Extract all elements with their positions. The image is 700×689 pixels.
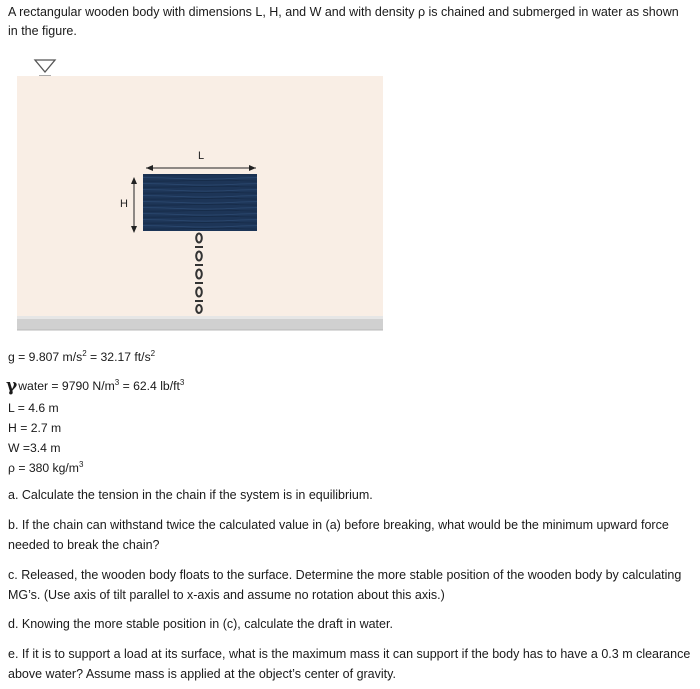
wooden-block [143,174,257,231]
given-width: W =3.4 m [8,441,61,455]
question-b: b. If the chain can withstand twice the calculated value in (a) before breaking, what would be the minimum upward force needed to break the chain? [8,518,669,552]
given-gravity: g = 9.807 $m/s^2 = 32.17$ $ft/s^2$ [8,349,156,364]
given-height: H = 2.7 m [8,421,62,435]
question-e: e. If it is to support a load at its surface, what is the maximum mass it can support if the body has to have a 0.3 m clearance above water? Assume mass is applied at the object’s center of gravity. [8,647,691,681]
dimension-H-label: H [120,198,128,210]
problem-intro: A rectangular wooden body with dimensions L, H, and W and with density ρ is chained and submerged in water as shown in the figure. [8,5,679,38]
dimension-L-label: L [197,150,205,162]
question-a: a. Calculate the tension in the chain if the system is in equilibrium. [8,488,373,502]
given-density: ρ = 380 $kg/m^3$ [8,460,84,475]
question-c: c. Released, the wooden body floats to the surface. Determine the more stable position of the wooden body by calculating MG’s. (Use axis of tilt parallel to x-axis and assume no rotation about this axis.) [8,568,682,602]
problem-figure [0,50,400,335]
question-d: d. Knowing the more stable position in (c), calculate the draft in water. [8,617,393,631]
gamma-symbol: γ [6,376,18,396]
given-specific-weight: γwater = 9790 $N/m^3 = 62.4$ $lb/ft^3$ [6,376,185,396]
given-length: L = 4.6 m [8,401,59,415]
